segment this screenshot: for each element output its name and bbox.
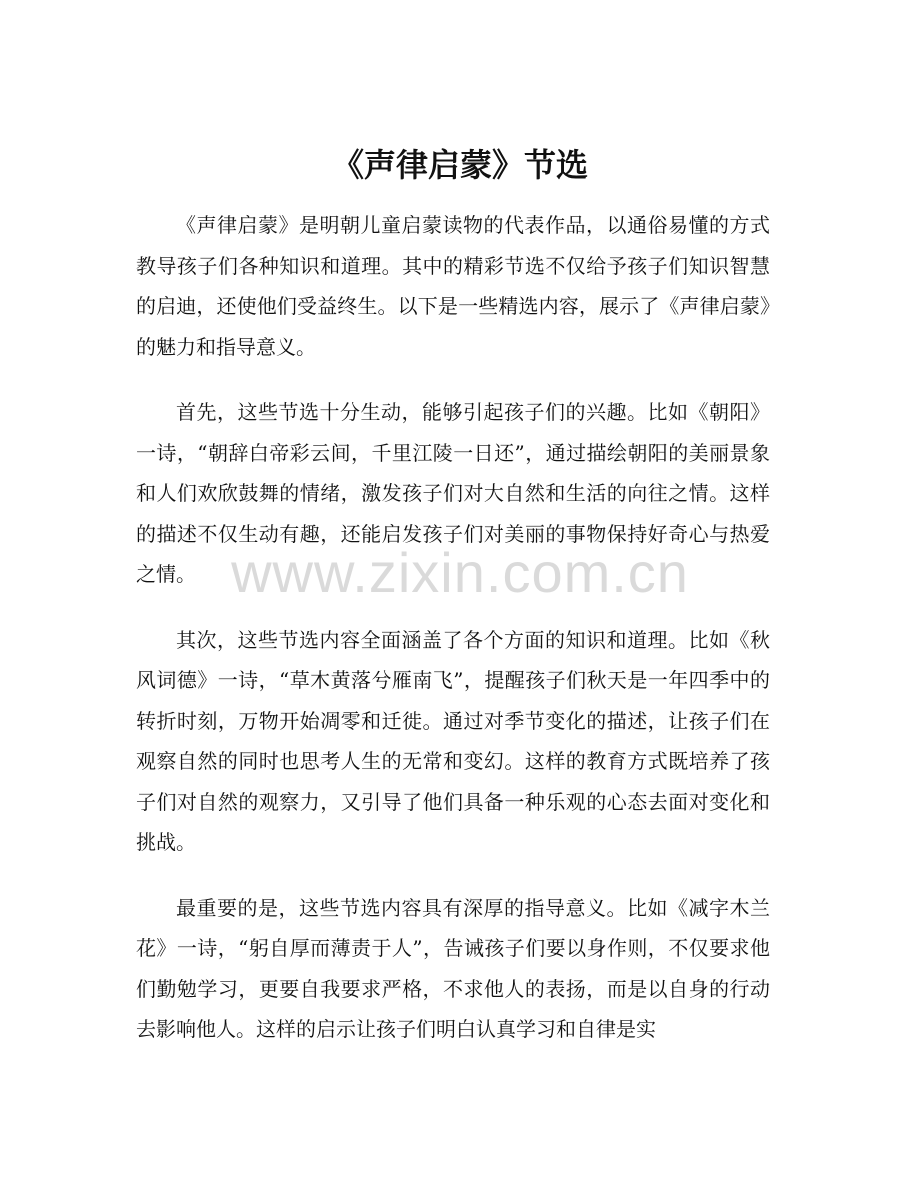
watermark: www.zixin.com.cn <box>231 541 689 604</box>
document-title: 《声律启蒙》节选 <box>331 146 588 184</box>
paragraph-intro: 《声律启蒙》是明朝儿童启蒙读物的代表作品，以通俗易懂的方式教导孩子们各种知识和道理。其中的精彩节选不仅给予孩子们知识智慧的启迪，还使他们受益终生。以下是一些精选内容，展示了《声律启蒙》的魅力和指导意义。 <box>136 213 770 359</box>
paragraph-first: 首先，这些节选十分生动，能够引起孩子们的兴趣。比如《朝阳》一诗，“朝辞白帝彩云间，千里江陵一日还”，通过描绘朝阳的美丽景象和人们欢欣鼓舞的情绪，激发孩子们对大自然和生活的向往之情。这样的描述不仅生动有趣，还能启发孩子们对美丽的事物保持好奇心与热爱之情。 <box>136 400 770 586</box>
paragraph-third: 最重要的是，这些节选内容具有深厚的指导意义。比如《减字木兰花》一诗，“躬自厚而薄责于人”，告诫孩子们要以身作则，不仅要求他们勤勉学习，更要自我要求严格，不求他人的表扬，而是以自身的行动去影响他人。这样的启示让孩子们明白认真学习和自律是实 <box>136 895 770 1041</box>
paragraph-second: 其次，这些节选内容全面涵盖了各个方面的知识和道理。比如《秋风词德》一诗，“草木黄落兮雁南飞”，提醒孩子们秋天是一年四季中的转折时刻，万物开始凋零和迁徙。通过对季节变化的描述，让孩子们在观察自然的同时也思考人生的无常和变幻。这样的教育方式既培养了孩子们对自然的观察力，又引导了他们具备一种乐观的心态去面对变化和挑战。 <box>136 627 770 854</box>
document-body <box>136 205 770 1075</box>
